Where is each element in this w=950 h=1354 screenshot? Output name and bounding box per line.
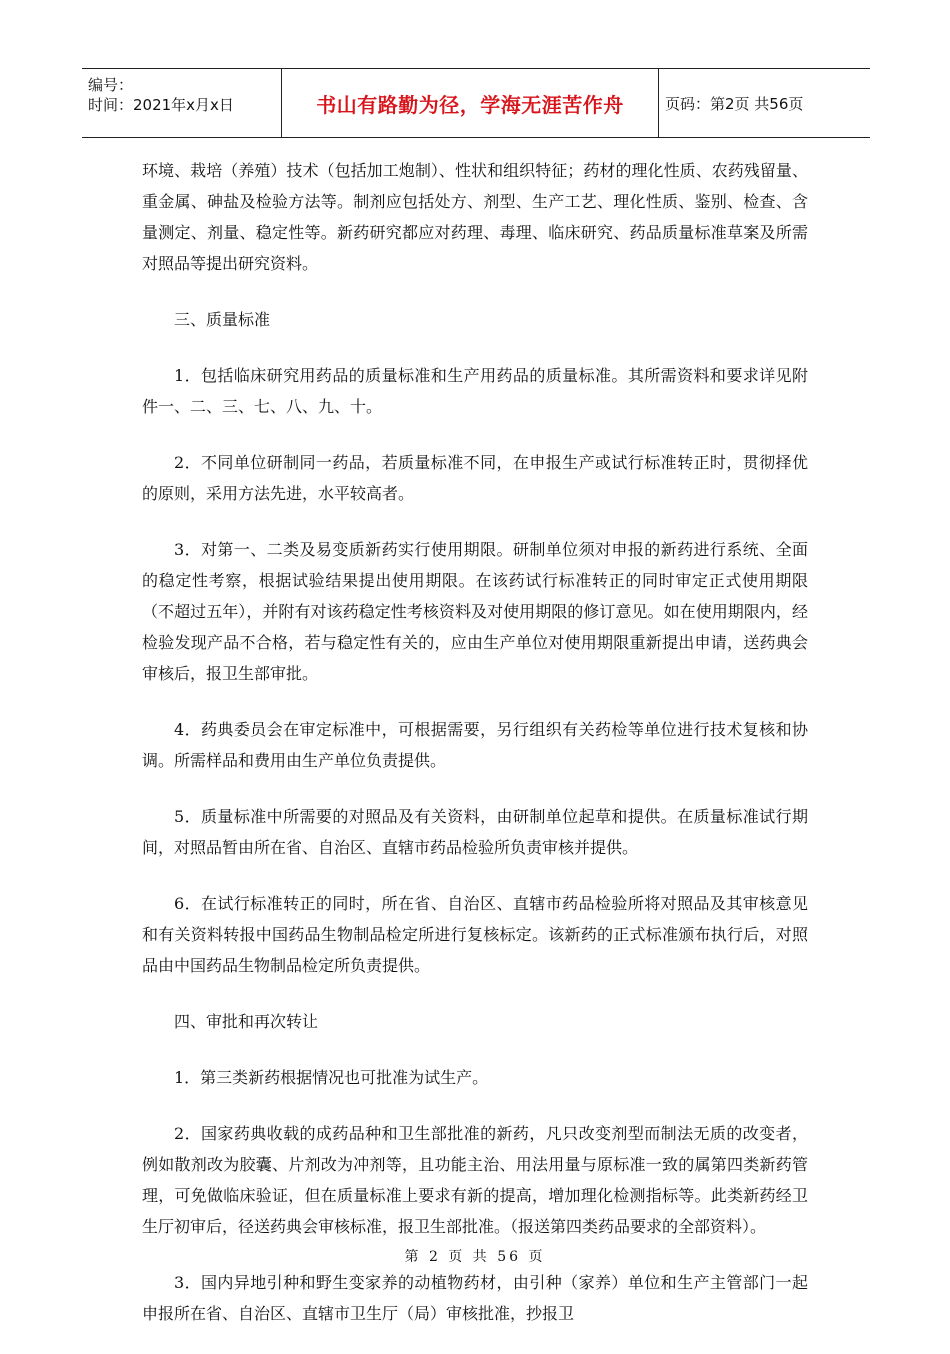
header-page-number: 页码：第2页 共56页 (665, 94, 804, 113)
document-body (142, 150, 808, 1354)
body-paragraph: 1．第三类新药根据情况也可批准为试生产。 (174, 1068, 489, 1087)
section-heading: 四、审批和再次转让 (174, 1012, 319, 1031)
body-paragraph: 6．在试行标准转正的同时，所在省、自治区、直辖市药品检验所将对照品及其审核意见和有关资料转报中国药品生物制品检定所进行复核标定。该新药的正式标准颁布执行后，对照品由中国药品生物制品检定所负责提供。 (142, 894, 808, 975)
header-meta-cell (82, 69, 282, 137)
document-header (82, 68, 870, 138)
body-paragraph: 4．药典委员会在审定标准中，可根据需要，另行组织有关药检等单位进行技术复核和协调。所需样品和费用由生产单位负责提供。 (142, 720, 808, 770)
document-number-label: 编号： (88, 76, 134, 94)
header-page-cell (659, 69, 870, 137)
body-paragraph: 2．不同单位研制同一药品，若质量标准不同，在申报生产或试行标准转正时，贯彻择优的原则，采用方法先进，水平较高者。 (142, 453, 808, 503)
section-heading: 三、质量标准 (174, 310, 271, 329)
body-paragraph: 3．对第一、二类及易变质新药实行使用期限。研制单位须对申报的新药进行系统、全面的稳定性考察，根据试验结果提出使用期限。在该药试行标准转正的同时审定正式使用期限（不超过五年），并附有对该药稳定性考核资料及对使用期限的修订意见。如在使用期限内，经检验发现产品不合格，若与稳定性有关的，应由生产单位对使用期限重新提出申请，送药典会审核后，报卫生部审批。 (142, 540, 808, 683)
header-motto: 书山有路勤为径，学海无涯苦作舟 (316, 92, 624, 117)
body-paragraph: 5．质量标准中所需要的对照品及有关资料，由研制单位起草和提供。在质量标准试行期间，对照品暂由所在省、自治区、直辖市药品检验所负责审核并提供。 (142, 807, 808, 857)
document-date-label: 时间：2021年x月x日 (88, 96, 234, 114)
body-paragraph: 环境、栽培（养殖）技术（包括加工炮制）、性状和组织特征；药材的理化性质、农药残留量、重金属、砷盐及检验方法等。制剂应包括处方、剂型、生产工艺、理化性质、鉴别、检查、含量测定、剂量、稳定性等。新药研究都应对药理、毒理、临床研究、药品质量标准草案及所需对照品等提出研究资料。 (142, 161, 808, 273)
page-footer: 第 2 页 共 56 页 (404, 1249, 546, 1265)
header-motto-cell (282, 69, 659, 137)
body-paragraph: 1．包括临床研究用药品的质量标准和生产用药品的质量标准。其所需资料和要求详见附件一、二、三、七、八、九、十。 (142, 366, 808, 416)
body-paragraph: 2．国家药典收载的成药品种和卫生部批准的新药，凡只改变剂型而制法无质的改变者，例如散剂改为胶囊、片剂改为冲剂等，且功能主治、用法用量与原标准一致的属第四类新药管理，可免做临床验证，但在质量标准上要求有新的提高，增加理化检测指标等。此类新药经卫生厅初审后，径送药典会审核标准，报卫生部批准。（报送第四类药品要求的全部资料）。 (142, 1124, 808, 1236)
body-paragraph: 3．国内异地引种和野生变家养的动植物药材，由引种（家养）单位和生产主管部门一起申报所在省、自治区、直辖市卫生厅（局）审核批准，抄报卫 (142, 1273, 808, 1323)
